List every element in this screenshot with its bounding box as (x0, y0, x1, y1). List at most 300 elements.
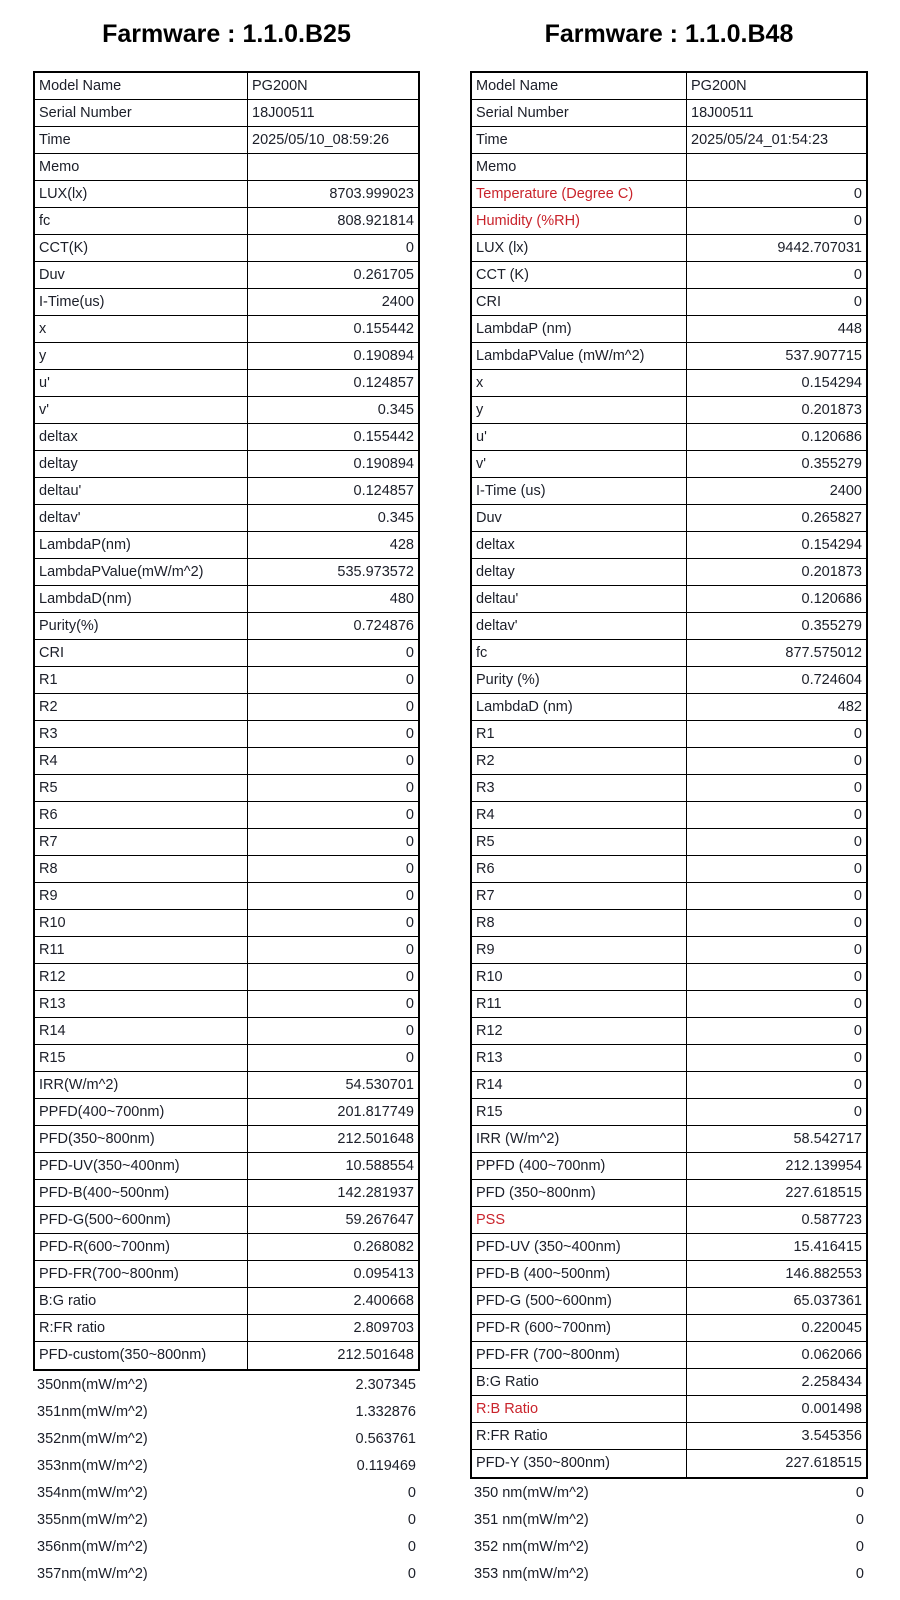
table-row (472, 343, 866, 370)
table-row (472, 1315, 866, 1342)
row-label: B:G ratio (35, 1288, 248, 1314)
row-label: PFD-B (400~500nm) (472, 1261, 687, 1287)
row-value: 0 (405, 861, 414, 877)
row-label: R1 (35, 667, 248, 693)
row-value: 480 (389, 591, 414, 607)
row-value: 65.037361 (793, 1293, 862, 1309)
row-value: 0.355279 (801, 618, 862, 634)
table-row (35, 1315, 418, 1342)
row-value: 535.973572 (337, 564, 414, 580)
table-row (472, 1072, 866, 1099)
row-label: LambdaD(nm) (35, 586, 248, 612)
row-label: I-Time(us) (35, 289, 248, 315)
table-row (35, 343, 418, 370)
row-label: R6 (35, 802, 248, 828)
row-label: R:B Ratio (472, 1396, 687, 1422)
table-row (33, 1426, 420, 1453)
row-value: 18J00511 (252, 105, 315, 121)
row-value: 0.724604 (801, 672, 862, 688)
row-label: R12 (35, 964, 248, 990)
data-table (470, 71, 868, 1479)
row-value: 146.882553 (785, 1266, 862, 1282)
row-value: 482 (837, 699, 862, 715)
table-row (35, 1261, 418, 1288)
row-value: 0 (405, 888, 414, 904)
row-value: 0 (405, 942, 414, 958)
table-row (35, 478, 418, 505)
table-row (35, 748, 418, 775)
row-value: 0 (405, 753, 414, 769)
table-row (35, 694, 418, 721)
row-value: 0.154294 (801, 375, 862, 391)
row-label: R6 (472, 856, 687, 882)
row-value: 0.345 (377, 402, 414, 418)
row-value: 58.542717 (793, 1131, 862, 1147)
row-label: R:FR Ratio (472, 1423, 687, 1449)
row-label: Duv (35, 262, 248, 288)
row-value: 0 (407, 1512, 416, 1528)
row-value: 0.190894 (353, 348, 414, 364)
row-label: Model Name (472, 73, 687, 99)
table-row (472, 991, 866, 1018)
row-value: 0.120686 (801, 429, 862, 445)
row-label: Serial Number (35, 100, 248, 126)
row-value: 8703.999023 (329, 186, 414, 202)
row-label: R3 (35, 721, 248, 747)
row-label: deltav' (35, 505, 248, 531)
row-value: 0.587723 (801, 1212, 862, 1228)
row-label: 351 nm(mW/m^2) (474, 1512, 589, 1528)
table-row (35, 316, 418, 343)
row-label: Serial Number (472, 100, 687, 126)
table-row (35, 721, 418, 748)
table-row (472, 208, 866, 235)
row-label: 357nm(mW/m^2) (37, 1566, 148, 1582)
table-row (472, 424, 866, 451)
row-value: 0.345 (377, 510, 414, 526)
table-row (35, 154, 418, 181)
row-label: fc (35, 208, 248, 234)
table-row (35, 1072, 418, 1099)
row-label: PPFD (400~700nm) (472, 1153, 687, 1179)
row-value: 0 (405, 996, 414, 1012)
row-label: PFD-UV (350~400nm) (472, 1234, 687, 1260)
row-value: PG200N (691, 78, 747, 94)
table-row (35, 910, 418, 937)
row-value: 0 (407, 1566, 416, 1582)
row-value: 428 (389, 537, 414, 553)
row-label: R15 (35, 1045, 248, 1071)
row-value: 0.124857 (353, 375, 414, 391)
row-label: PFD(350~800nm) (35, 1126, 248, 1152)
row-label: R13 (35, 991, 248, 1017)
table-row (35, 208, 418, 235)
table-row (35, 100, 418, 127)
row-label: R14 (472, 1072, 687, 1098)
row-value: 3.545356 (801, 1428, 862, 1444)
table-row (472, 1261, 866, 1288)
table-row (472, 640, 866, 667)
table-row (33, 1372, 420, 1399)
row-value: 0.154294 (801, 537, 862, 553)
row-label: IRR(W/m^2) (35, 1072, 248, 1098)
table-row (470, 1534, 868, 1561)
row-value: 0.190894 (353, 456, 414, 472)
table-row (33, 1453, 420, 1480)
table-row (472, 370, 866, 397)
row-label: PFD-R(600~700nm) (35, 1234, 248, 1260)
row-label: y (472, 397, 687, 423)
panel-firmware-b48 (470, 0, 868, 1588)
row-label: R5 (472, 829, 687, 855)
table-row (472, 1423, 866, 1450)
row-value: 0 (405, 1023, 414, 1039)
row-label: 353 nm(mW/m^2) (474, 1566, 589, 1582)
table-row (35, 937, 418, 964)
row-value: 0 (405, 969, 414, 985)
table-row (472, 1045, 866, 1072)
table-row (472, 397, 866, 424)
row-label: Time (35, 127, 248, 153)
row-value: 0.124857 (353, 483, 414, 499)
table-row (35, 532, 418, 559)
table-row (472, 262, 866, 289)
table-row (35, 181, 418, 208)
panel-firmware-b25 (33, 0, 420, 1588)
row-label: R10 (35, 910, 248, 936)
row-value: 0 (855, 1512, 864, 1528)
page-title: Farmware : 1.1.0.B48 (544, 20, 794, 48)
row-label: R15 (472, 1099, 687, 1125)
table-row (35, 370, 418, 397)
row-value: 0 (407, 1539, 416, 1555)
row-label: LambdaPValue(mW/m^2) (35, 559, 248, 585)
row-label: PPFD(400~700nm) (35, 1099, 248, 1125)
table-row (35, 640, 418, 667)
row-label: deltau' (35, 478, 248, 504)
row-label: Purity(%) (35, 613, 248, 639)
row-label: IRR (W/m^2) (472, 1126, 687, 1152)
table-row (472, 100, 866, 127)
table-row (33, 1480, 420, 1507)
row-value: 0.201873 (801, 402, 862, 418)
row-label: y (35, 343, 248, 369)
row-label: PFD (350~800nm) (472, 1180, 687, 1206)
table-row (35, 775, 418, 802)
table-row (35, 73, 418, 100)
row-value: 0 (405, 699, 414, 715)
row-value: 0 (853, 915, 862, 931)
row-label: R5 (35, 775, 248, 801)
row-label: LambdaD (nm) (472, 694, 687, 720)
row-value: 0 (407, 1485, 416, 1501)
table-row (35, 667, 418, 694)
table-row (472, 856, 866, 883)
row-label: R4 (472, 802, 687, 828)
row-value: 0.119469 (356, 1458, 416, 1474)
row-value: 142.281937 (337, 1185, 414, 1201)
table-row (472, 964, 866, 991)
row-label: LambdaPValue (mW/m^2) (472, 343, 687, 369)
row-value: 2400 (829, 483, 862, 499)
table-row (472, 1342, 866, 1369)
row-value: 0 (405, 726, 414, 742)
row-label: R11 (472, 991, 687, 1017)
row-label: LUX(lx) (35, 181, 248, 207)
table-row (35, 1288, 418, 1315)
row-value: 2.307345 (355, 1377, 416, 1393)
row-label: Memo (35, 154, 248, 180)
table-row (35, 262, 418, 289)
table-row (472, 910, 866, 937)
row-value: 0.095413 (353, 1266, 414, 1282)
row-label: PFD-B(400~500nm) (35, 1180, 248, 1206)
table-row (472, 559, 866, 586)
table-row (35, 802, 418, 829)
row-label: x (472, 370, 687, 396)
table-row (35, 613, 418, 640)
table-row (472, 1288, 866, 1315)
table-row (472, 316, 866, 343)
row-value: 0.220045 (801, 1320, 862, 1336)
row-label: 350 nm(mW/m^2) (474, 1485, 589, 1501)
row-value: 9442.707031 (777, 240, 862, 256)
row-value: 0 (855, 1539, 864, 1555)
table-row (472, 829, 866, 856)
table-row (33, 1507, 420, 1534)
table-row (472, 883, 866, 910)
table-row (35, 1234, 418, 1261)
row-label: CCT(K) (35, 235, 248, 261)
table-row (472, 127, 866, 154)
row-value: 0 (853, 753, 862, 769)
row-label: R10 (472, 964, 687, 990)
row-value: 15.416415 (793, 1239, 862, 1255)
table-row (35, 586, 418, 613)
table-row (470, 1561, 868, 1588)
table-row (35, 883, 418, 910)
table-row (472, 1450, 866, 1477)
table-row (35, 397, 418, 424)
table-row (472, 1369, 866, 1396)
row-value: 0.155442 (353, 429, 414, 445)
row-label: deltay (472, 559, 687, 585)
row-value: 0 (853, 726, 862, 742)
table-row (35, 829, 418, 856)
table-row (470, 1480, 868, 1507)
table-row (472, 694, 866, 721)
row-value: 2.258434 (801, 1374, 862, 1390)
row-label: R12 (472, 1018, 687, 1044)
row-value: 0.062066 (801, 1347, 862, 1363)
row-value: 0 (405, 1050, 414, 1066)
row-label: deltau' (472, 586, 687, 612)
table-row (472, 721, 866, 748)
row-value: 0 (853, 996, 862, 1012)
row-value: 0 (405, 645, 414, 661)
table-row (472, 1180, 866, 1207)
table-row (472, 1234, 866, 1261)
row-value: 0 (405, 780, 414, 796)
table-row (472, 1153, 866, 1180)
row-label: PFD-R (600~700nm) (472, 1315, 687, 1341)
table-row (472, 586, 866, 613)
row-label: Time (472, 127, 687, 153)
table-row (35, 424, 418, 451)
row-value: 2400 (381, 294, 414, 310)
row-value: 2025/05/10_08:59:26 (252, 132, 390, 148)
row-label: R1 (472, 721, 687, 747)
table-row (35, 451, 418, 478)
table-row (472, 478, 866, 505)
row-label: u' (35, 370, 248, 396)
row-label: PFD-FR (700~800nm) (472, 1342, 687, 1368)
row-label: R2 (35, 694, 248, 720)
table-row (35, 1045, 418, 1072)
row-label: Purity (%) (472, 667, 687, 693)
row-value: 0 (853, 969, 862, 985)
row-label: 353nm(mW/m^2) (37, 1458, 148, 1474)
row-value: 0 (405, 915, 414, 931)
row-label: Humidity (%RH) (472, 208, 687, 234)
row-value: 212.139954 (785, 1158, 862, 1174)
page-title: Farmware : 1.1.0.B25 (102, 20, 351, 48)
row-label: x (35, 316, 248, 342)
row-value: 0.261705 (353, 267, 414, 283)
row-label: Temperature (Degree C) (472, 181, 687, 207)
table-row (472, 775, 866, 802)
row-label: fc (472, 640, 687, 666)
row-value: 537.907715 (785, 348, 862, 364)
table-row (472, 937, 866, 964)
table-row (35, 1180, 418, 1207)
row-value: 448 (837, 321, 862, 337)
row-value: 227.618515 (785, 1455, 862, 1471)
row-value: 0 (853, 942, 862, 958)
row-value: 201.817749 (337, 1104, 414, 1120)
row-value: 0 (853, 213, 862, 229)
row-label: 355nm(mW/m^2) (37, 1512, 148, 1528)
row-value: 0 (853, 834, 862, 850)
row-label: R2 (472, 748, 687, 774)
row-label: R3 (472, 775, 687, 801)
row-value: 0 (855, 1485, 864, 1501)
row-label: B:G Ratio (472, 1369, 687, 1395)
row-value: 0.155442 (353, 321, 414, 337)
table-row (472, 235, 866, 262)
row-value: 59.267647 (345, 1212, 414, 1228)
row-label: v' (472, 451, 687, 477)
row-value: 18J00511 (691, 105, 754, 121)
row-value: 0 (853, 888, 862, 904)
row-label: PFD-FR(700~800nm) (35, 1261, 248, 1287)
row-value (248, 154, 418, 180)
table-row (472, 1396, 866, 1423)
spectrum-list (33, 1371, 420, 1588)
row-value: 0 (853, 294, 862, 310)
row-value: 0 (853, 861, 862, 877)
row-label: 352 nm(mW/m^2) (474, 1539, 589, 1555)
row-label: LUX (lx) (472, 235, 687, 261)
row-value: 212.501648 (337, 1347, 414, 1363)
row-value: 227.618515 (785, 1185, 862, 1201)
table-row (472, 748, 866, 775)
table-row (472, 613, 866, 640)
row-value: PG200N (252, 78, 308, 94)
row-label: 354nm(mW/m^2) (37, 1485, 148, 1501)
row-value: 0 (855, 1566, 864, 1582)
table-row (472, 1018, 866, 1045)
row-label: PSS (472, 1207, 687, 1233)
row-label: CRI (472, 289, 687, 315)
row-value: 0.268082 (353, 1239, 414, 1255)
table-row (472, 667, 866, 694)
row-value: 0 (853, 807, 862, 823)
row-value: 0 (405, 672, 414, 688)
row-value: 212.501648 (337, 1131, 414, 1147)
table-row (472, 1207, 866, 1234)
row-value: 2.809703 (353, 1320, 414, 1336)
row-value: 0.355279 (801, 456, 862, 472)
row-label: deltav' (472, 613, 687, 639)
row-value: 0 (853, 1104, 862, 1120)
row-value: 0.563761 (355, 1431, 416, 1447)
row-value: 54.530701 (345, 1077, 414, 1093)
row-label: 350nm(mW/m^2) (37, 1377, 148, 1393)
row-value: 0 (853, 780, 862, 796)
row-label: v' (35, 397, 248, 423)
row-label: LambdaP (nm) (472, 316, 687, 342)
row-label: I-Time (us) (472, 478, 687, 504)
row-value: 2025/05/24_01:54:23 (691, 132, 829, 148)
row-label: deltax (472, 532, 687, 558)
row-label: Model Name (35, 73, 248, 99)
table-row (33, 1534, 420, 1561)
table-row (472, 73, 866, 100)
row-value: 0.120686 (801, 591, 862, 607)
row-value: 10.588554 (345, 1158, 414, 1174)
table-row (35, 856, 418, 883)
table-row (472, 802, 866, 829)
row-label: deltay (35, 451, 248, 477)
row-label: u' (472, 424, 687, 450)
table-row (470, 1507, 868, 1534)
row-label: CCT (K) (472, 262, 687, 288)
row-value: 0.201873 (801, 564, 862, 580)
row-label: LambdaP(nm) (35, 532, 248, 558)
table-row (35, 289, 418, 316)
row-value: 0 (853, 1077, 862, 1093)
row-value: 0 (853, 186, 862, 202)
row-label: R14 (35, 1018, 248, 1044)
row-value: 0.265827 (801, 510, 862, 526)
row-label: Duv (472, 505, 687, 531)
row-value: 0 (853, 1050, 862, 1066)
row-label: R13 (472, 1045, 687, 1071)
table-row (35, 505, 418, 532)
table-row (35, 991, 418, 1018)
row-label: R8 (35, 856, 248, 882)
row-label: R4 (35, 748, 248, 774)
row-label: Memo (472, 154, 687, 180)
row-value (687, 154, 866, 180)
row-label: PFD-Y (350~800nm) (472, 1450, 687, 1477)
table-row (35, 1153, 418, 1180)
row-value: 1.332876 (355, 1404, 416, 1420)
table-row (472, 289, 866, 316)
data-table (33, 71, 420, 1371)
table-row (472, 1126, 866, 1153)
